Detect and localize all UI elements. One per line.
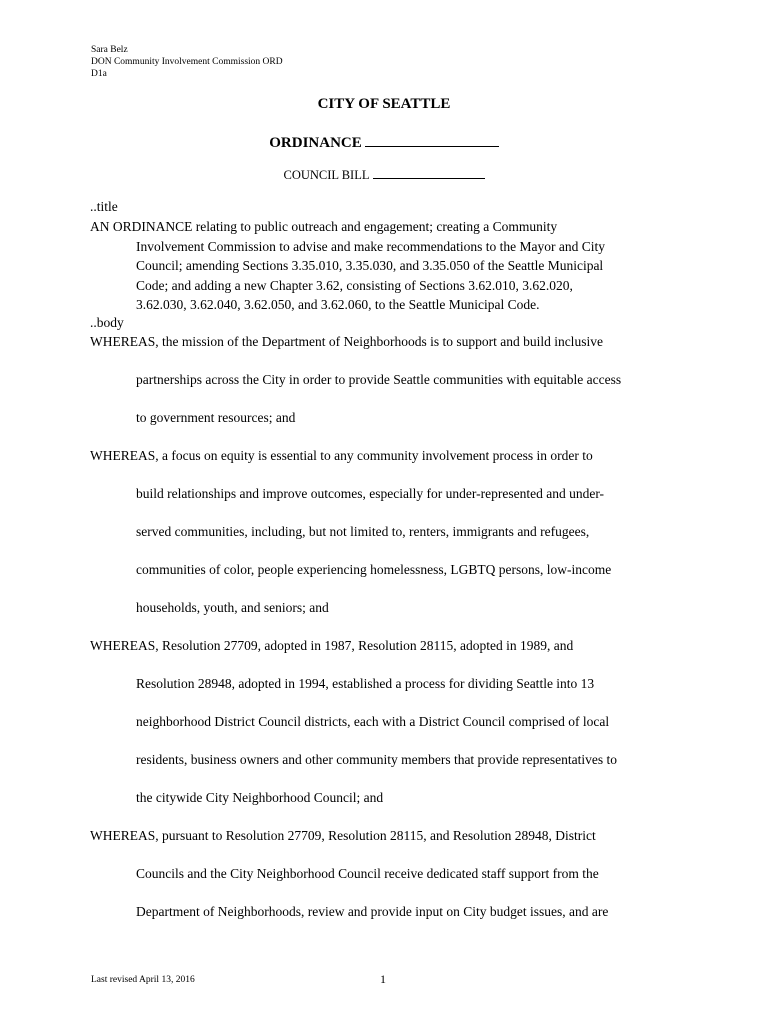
recital-line: Councils and the City Neighborhood Council receive dedicated staff support from the xyxy=(136,866,599,881)
recital-line: communities of color, people experiencing homelessness, LGBTQ persons, low-income xyxy=(136,562,612,577)
document-name-line: DON Community Involvement Commission ORD xyxy=(91,57,283,67)
council-bill-number-blank xyxy=(373,167,485,179)
ordinance-title-paragraph xyxy=(90,217,665,315)
recital-line: the citywide City Neighborhood Council; and xyxy=(136,790,384,805)
recital-line: WHEREAS, pursuant to Resolution 27709, Resolution 28115, and Resolution 28948, District xyxy=(90,828,596,843)
author-line: Sara Belz xyxy=(91,45,128,55)
title-continuation-line: 3.62.030, 3.62.040, 3.62.050, and 3.62.060, to the Seattle Municipal Code. xyxy=(136,297,540,312)
last-revised-footer: Last revised April 13, 2016 xyxy=(91,975,195,985)
city-title: CITY OF SEATTLE xyxy=(317,96,451,112)
title-marker: ..title xyxy=(90,199,118,214)
recital-line: residents, business owners and other community members that provide representatives to xyxy=(136,752,618,767)
body-marker: ..body xyxy=(90,315,124,330)
document-header-meta xyxy=(91,44,283,80)
recital-line: Resolution 28948, adopted in 1994, established a process for dividing Seattle into 13 xyxy=(136,676,595,691)
version-line: D1a xyxy=(91,69,107,79)
council-bill-label: COUNCIL BILL xyxy=(283,168,370,182)
title-continuation-line: Council; amending Sections 3.35.010, 3.35.030, and 3.35.050 of the Seattle Municipal xyxy=(136,258,604,273)
ordinance-number-blank xyxy=(365,132,499,147)
recital-line: served communities, including, but not limited to, renters, immigrants and refugees, xyxy=(136,524,590,539)
title-first-line: AN ORDINANCE relating to public outreach and engagement; creating a Community xyxy=(90,219,558,234)
title-continuation-line: Code; and adding a new Chapter 3.62, consisting of Sections 3.62.010, 3.62.020, xyxy=(136,277,573,293)
recital-line: to government resources; and xyxy=(136,410,296,425)
recital-line: WHEREAS, the mission of the Department of Neighborhoods is to support and build inclusive xyxy=(90,334,603,349)
page-number: 1 xyxy=(380,972,386,986)
ordinance-label: ORDINANCE xyxy=(269,135,362,151)
recital-line: Department of Neighborhoods, review and provide input on City budget issues, and are xyxy=(136,904,609,919)
recital-line: partnerships across the City in order to provide Seattle communities with equitable access xyxy=(136,372,622,387)
recital-line: neighborhood District Council districts, each with a District Council comprised of local xyxy=(136,714,610,729)
recital-line: WHEREAS, a focus on equity is essential to any community involvement process in order to xyxy=(90,448,593,463)
recital-line: households, youth, and seniors; and xyxy=(136,600,329,615)
ordinance-heading xyxy=(0,132,768,152)
council-bill-line xyxy=(0,167,768,183)
title-continuation-line: Involvement Commission to advise and make recommendations to the Mayor and City xyxy=(136,238,606,254)
recital-line: WHEREAS, Resolution 27709, adopted in 1987, Resolution 28115, adopted in 1989, and xyxy=(90,638,574,653)
recital-line: build relationships and improve outcomes, especially for under-represented and under- xyxy=(136,486,605,501)
